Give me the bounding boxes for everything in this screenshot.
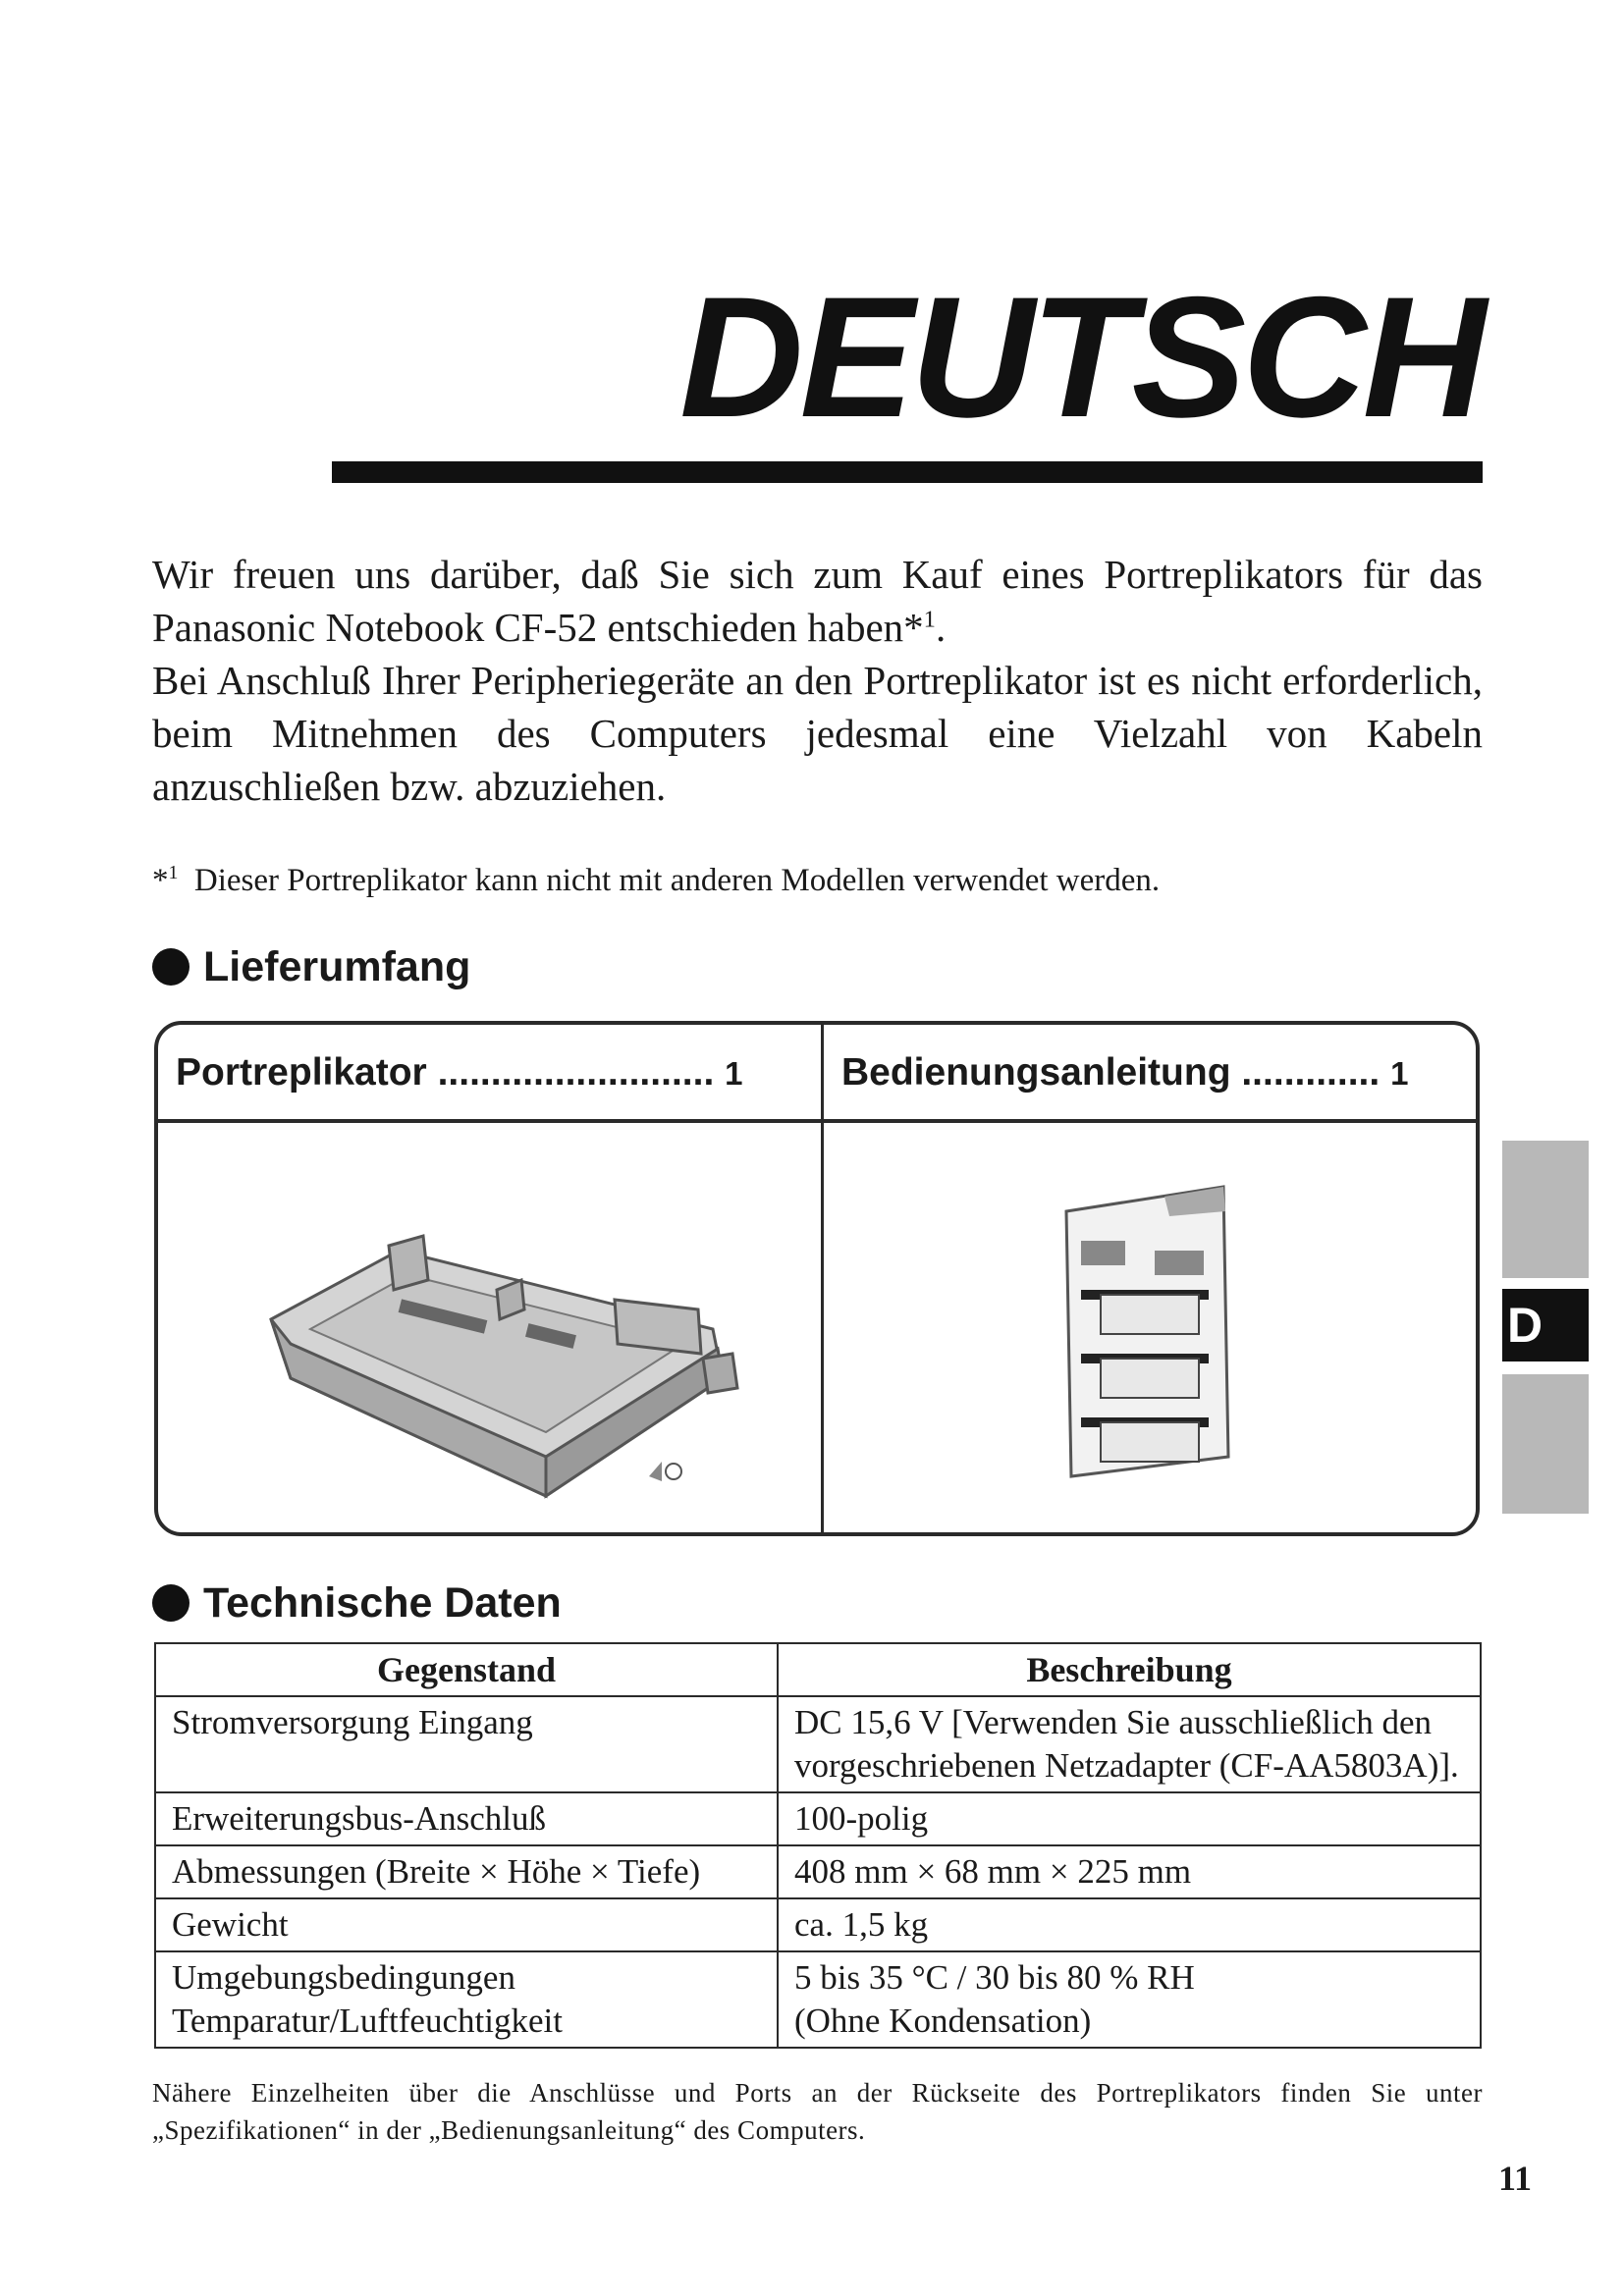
port-replicator-illustration — [251, 1182, 801, 1506]
spec-item: Stromversorgung Eingang — [155, 1696, 778, 1792]
item-port-replicator-label: Portreplikator .......................... 1 — [176, 1051, 743, 1094]
footnote-ref: 1 — [923, 606, 936, 633]
item-quantity: 1 — [725, 1055, 743, 1092]
column-divider — [821, 1025, 824, 1532]
bullet-icon — [152, 948, 189, 986]
side-tab-upper — [1502, 1141, 1589, 1278]
title-underline — [332, 461, 1483, 483]
row-divider — [158, 1119, 1476, 1123]
intro-paragraph-2: Bei Anschluß Ihrer Peripheriegeräte an den Portreplikator ist es nicht erforderlich, beim Mitnehmen des Computers jedesmal eine Vielzahl von Kabeln anzuschließen bzw. abzuziehen. — [152, 658, 1483, 809]
language-tab-d: D — [1502, 1289, 1589, 1362]
intro-text — [152, 548, 1483, 813]
spec-description: 100-polig — [778, 1792, 1481, 1845]
specs-note: Nähere Einzelheiten über die Anschlüsse und Ports an der Rückseite des Portreplikators finden Sie unter „Spezifikationen“ in der „Bedienungsanleitung“ des Computers. — [152, 2078, 1483, 2145]
side-tab-lower — [1502, 1374, 1589, 1514]
table-row — [155, 1696, 1481, 1792]
manual-illustration — [1047, 1182, 1243, 1486]
spec-item: Abmessungen (Breite × Höhe × Tiefe) — [155, 1845, 778, 1898]
table-row — [155, 1845, 1481, 1898]
specs-table — [154, 1642, 1482, 2049]
table-row — [155, 1951, 1481, 2048]
table-row — [155, 1792, 1481, 1845]
spec-description: DC 15,6 V [Verwenden Sie ausschließlich den vorgeschriebenen Netzadapter (CF-AA5803A)]. — [778, 1696, 1481, 1792]
contents-heading: Lieferumfang — [152, 942, 470, 991]
spec-description: ca. 1,5 kg — [778, 1898, 1481, 1951]
footnote: *$^1$ Dieser Portreplikator kann nicht mit anderen Modellen verwendet werden. — [152, 862, 1161, 898]
page-title: DEUTSCH — [679, 262, 1483, 454]
table-row — [155, 1898, 1481, 1951]
contents-box — [154, 1021, 1480, 1536]
column-header: Gegenstand — [155, 1643, 778, 1696]
spec-item: Gewicht — [155, 1898, 778, 1951]
column-header: Beschreibung — [778, 1643, 1481, 1696]
item-quantity: 1 — [1390, 1055, 1409, 1092]
table-header-row — [155, 1643, 1481, 1696]
intro-paragraph-1: Wir freuen uns darüber, daß Sie sich zum Kauf eines Portreplikators für das Panasonic Notebook CF-52 entschieden haben*$^1$. — [152, 552, 1483, 650]
page-number: 11 — [1497, 2159, 1532, 2198]
spec-item: Erweiterungsbus-Anschluß — [155, 1792, 778, 1845]
specs-heading: Technische Daten — [152, 1578, 562, 1628]
spec-description: 408 mm × 68 mm × 225 mm — [778, 1845, 1481, 1898]
bullet-icon — [152, 1584, 189, 1622]
item-manual-label: Bedienungsanleitung ............. 1 — [841, 1051, 1409, 1094]
spec-item: Umgebungsbedingungen Temparatur/Luftfeuchtigkeit — [155, 1951, 778, 2048]
spec-description: 5 bis 35 °C / 30 bis 80 % RH (Ohne Kondensation) — [778, 1951, 1481, 2048]
